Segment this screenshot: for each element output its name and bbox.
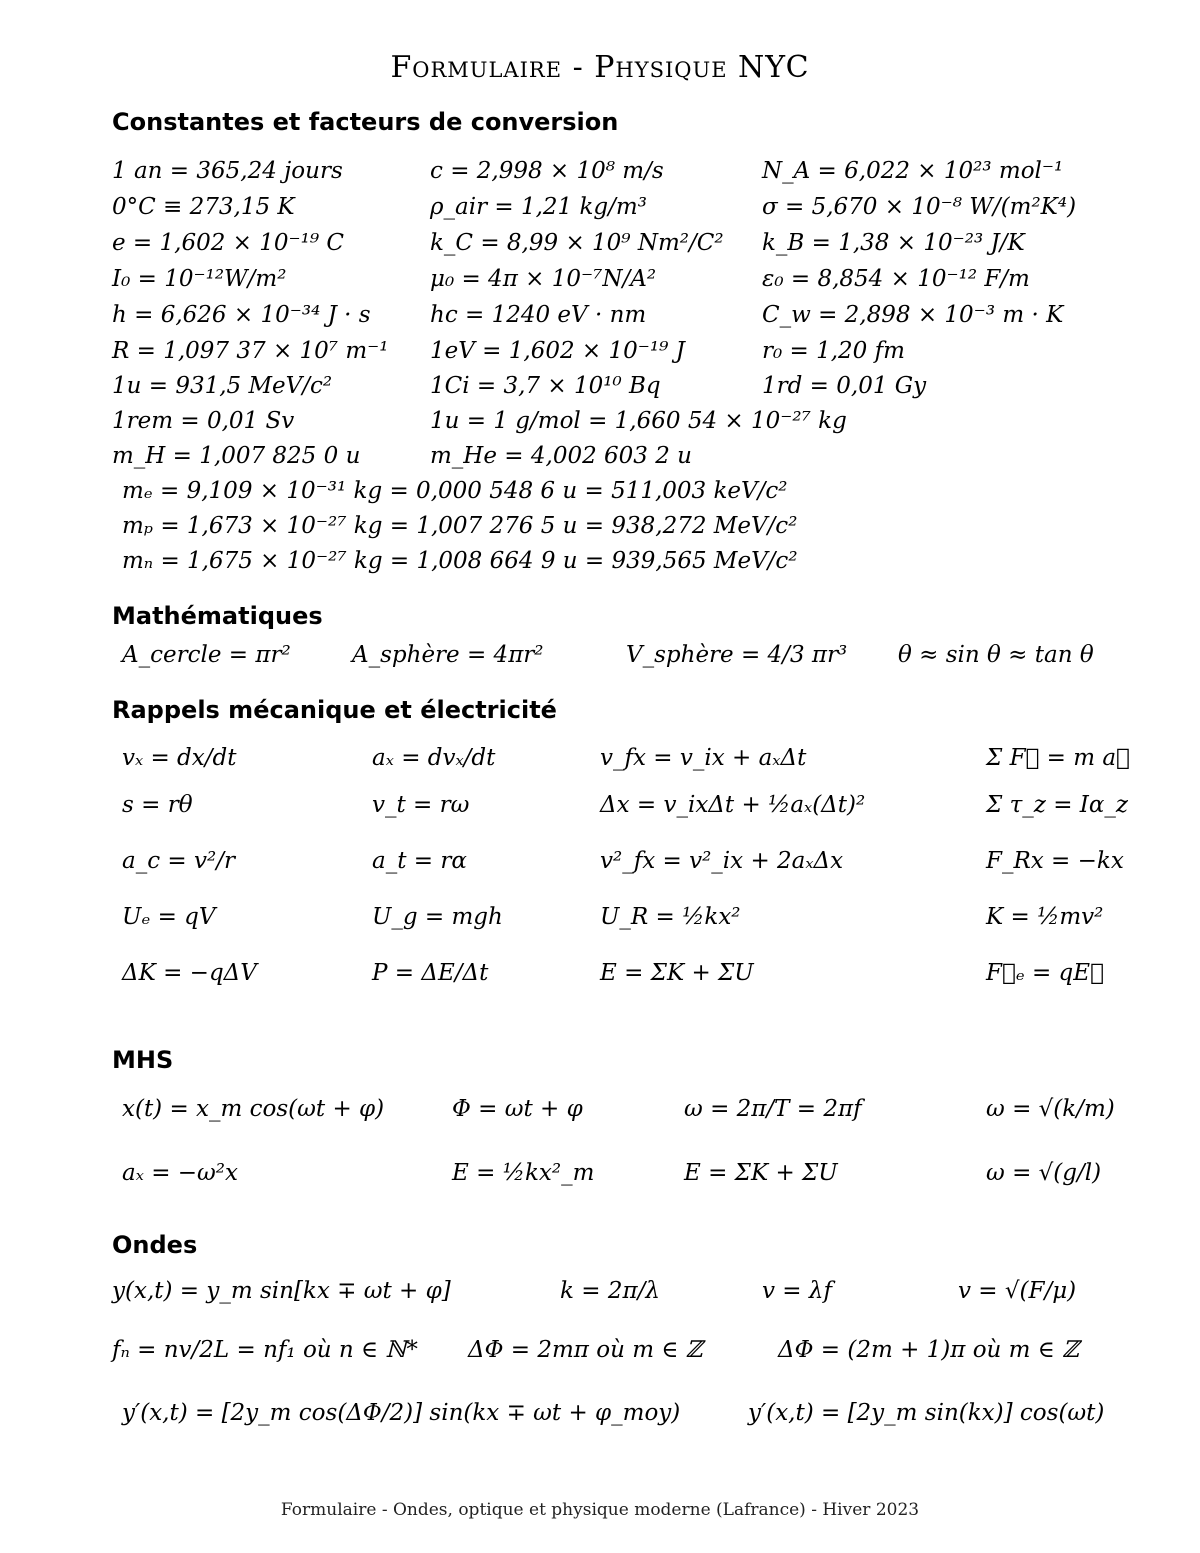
formula: m_H = 1,007 825 0 u xyxy=(112,443,361,469)
formula: k_B = 1,38 × 10⁻²³ J/K xyxy=(762,230,1025,256)
section-constants: Constantes et facteurs de conversion xyxy=(112,108,619,136)
formula: r₀ = 1,20 fm xyxy=(762,338,905,364)
formula: m_He = 4,002 603 2 u xyxy=(430,443,692,469)
formula: σ = 5,670 × 10⁻⁸ W/(m²K⁴) xyxy=(762,194,1077,220)
formula: Φ = ωt + φ xyxy=(452,1096,583,1122)
formula: a_t = rα xyxy=(372,848,467,874)
formula: mₙ = 1,675 × 10⁻²⁷ kg = 1,008 664 9 u = 939,565 MeV/c² xyxy=(122,548,798,574)
formula: 1u = 1 g/mol = 1,660 54 × 10⁻²⁷ kg xyxy=(430,408,847,434)
formula: mₑ = 9,109 × 10⁻³¹ kg = 0,000 548 6 u = 511,003 keV/c² xyxy=(122,478,788,504)
formula: P = ΔE/Δt xyxy=(372,960,489,986)
formula: 0°C ≡ 273,15 K xyxy=(112,194,295,220)
formula: ω = √(k/m) xyxy=(986,1096,1115,1122)
formula: k_C = 8,99 × 10⁹ Nm²/C² xyxy=(430,230,724,256)
formula: v = √(F/μ) xyxy=(958,1278,1077,1304)
formula: v_fx = v_ix + aₓΔt xyxy=(600,745,807,771)
formula: v_t = rω xyxy=(372,792,470,818)
formula: ΔΦ = (2m + 1)π où m ∈ ℤ xyxy=(778,1337,1079,1363)
formula: y′(x,t) = [2y_m cos(ΔΦ/2)] sin(kx ∓ ωt + φ_moy) xyxy=(122,1400,681,1426)
formula: C_w = 2,898 × 10⁻³ m · K xyxy=(762,302,1064,328)
formula: 1Ci = 3,7 × 10¹⁰ Bq xyxy=(430,373,661,399)
formula: c = 2,998 × 10⁸ m/s xyxy=(430,158,664,184)
formula: E = ½kx²_m xyxy=(452,1160,595,1186)
formula: ε₀ = 8,854 × 10⁻¹² F/m xyxy=(762,266,1030,292)
formula: A_sphère = 4πr² xyxy=(352,642,544,668)
formula: y′(x,t) = [2y_m sin(kx)] cos(ωt) xyxy=(748,1400,1105,1426)
formula: Σ F⃗ = m a⃗ xyxy=(986,745,1130,771)
formula: I₀ = 10⁻¹²W/m² xyxy=(112,266,287,292)
formula: hc = 1240 eV · nm xyxy=(430,302,647,328)
page-footer: Formulaire - Ondes, optique et physique moderne (Lafrance) - Hiver 2023 xyxy=(280,1500,920,1520)
formula: k = 2π/λ xyxy=(560,1278,660,1304)
section-math: Mathématiques xyxy=(112,602,323,630)
formula: ΔΦ = 2mπ où m ∈ ℤ xyxy=(468,1337,703,1363)
formula: μ₀ = 4π × 10⁻⁷N/A² xyxy=(430,266,657,292)
formula: v = λf xyxy=(762,1278,832,1304)
formula: e = 1,602 × 10⁻¹⁹ C xyxy=(112,230,344,256)
formula: ρ_air = 1,21 kg/m³ xyxy=(430,194,647,220)
formula: vₓ = dx/dt xyxy=(122,745,237,771)
formula: V_sphère = 4/3 πr³ xyxy=(626,642,848,668)
formula: h = 6,626 × 10⁻³⁴ J · s xyxy=(112,302,371,328)
formula: 1 an = 365,24 jours xyxy=(112,158,343,184)
formula: Σ τ_z = Iα_z xyxy=(986,792,1129,818)
formula: 1rem = 0,01 Sv xyxy=(112,408,295,434)
section-waves: Ondes xyxy=(112,1231,198,1259)
formula: U_R = ½kx² xyxy=(600,904,741,930)
formula: ω = √(g/l) xyxy=(986,1160,1102,1186)
formula: θ ≈ sin θ ≈ tan θ xyxy=(898,642,1094,668)
formula: 1rd = 0,01 Gy xyxy=(762,373,927,399)
formula: fₙ = nv/2L = nf₁ où n ∈ ℕ* xyxy=(112,1337,418,1363)
formula: R = 1,097 37 × 10⁷ m⁻¹ xyxy=(112,338,389,364)
formula: mₚ = 1,673 × 10⁻²⁷ kg = 1,007 276 5 u = 938,272 MeV/c² xyxy=(122,513,798,539)
formula: 1u = 931,5 MeV/c² xyxy=(112,373,333,399)
formula: ω = 2π/T = 2πf xyxy=(684,1096,862,1122)
page-title: Formulaire - Physique NYC xyxy=(390,50,810,85)
formula: F_Rx = −kx xyxy=(986,848,1124,874)
formula: 1eV = 1,602 × 10⁻¹⁹ J xyxy=(430,338,685,364)
formula: s = rθ xyxy=(122,792,193,818)
formula: F⃗ₑ = qE⃗ xyxy=(986,960,1104,986)
formula: E = ΣK + ΣU xyxy=(684,1160,838,1186)
formula: a_c = v²/r xyxy=(122,848,235,874)
section-mhs: MHS xyxy=(112,1046,174,1074)
formula: ΔK = −qΔV xyxy=(122,960,257,986)
formula: x(t) = x_m cos(ωt + φ) xyxy=(122,1096,385,1122)
formula: A_cercle = πr² xyxy=(122,642,291,668)
formula: v²_fx = v²_ix + 2aₓΔx xyxy=(600,848,844,874)
formula: aₓ = −ω²x xyxy=(122,1160,238,1186)
formula: Uₑ = qV xyxy=(122,904,216,930)
formula: U_g = mgh xyxy=(372,904,503,930)
formula: y(x,t) = y_m sin[kx ∓ ωt + φ] xyxy=(112,1278,451,1304)
formula: K = ½mv² xyxy=(986,904,1104,930)
formula: Δx = v_ixΔt + ½aₓ(Δt)² xyxy=(600,792,866,818)
formula: N_A = 6,022 × 10²³ mol⁻¹ xyxy=(762,158,1064,184)
formula: E = ΣK + ΣU xyxy=(600,960,754,986)
formula: aₓ = dvₓ/dt xyxy=(372,745,496,771)
section-mechanics: Rappels mécanique et électricité xyxy=(112,696,557,724)
